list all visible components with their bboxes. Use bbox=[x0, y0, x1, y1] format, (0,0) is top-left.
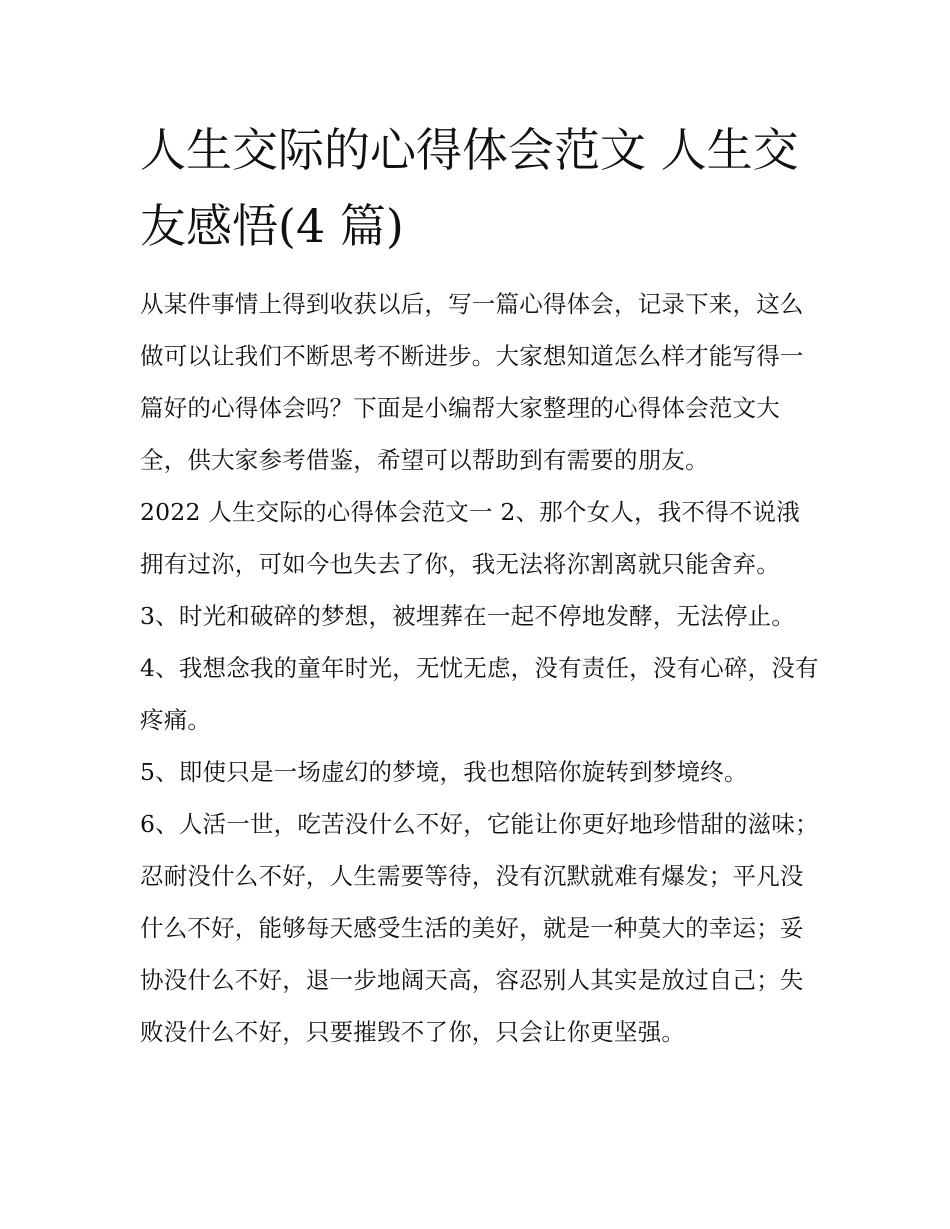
paragraph-item-2: 2022 人生交际的心得体会范文一 2、那个女人，我不得不说涐拥有过沵，可如今也失去了你，我无法将沵割离就只能舍弃。 bbox=[140, 498, 800, 578]
document-title: 人生交际的心得体会范文 人生交友感悟(4 篇) bbox=[140, 123, 799, 253]
document-body bbox=[140, 278, 820, 1058]
paragraph-item-6: 6、人活一世，吃苦没什么不好，它能让你更好地珍惜甜的滋味；忍耐没什么不好，人生需要等待，没有沉默就难有爆发；平凡没什么不好，能够每天感受生活的美好，就是一种莫大的幸运；妥协没什么不好，退一步地阔天高，容忍别人其实是放过自己；失败没什么不好，只要摧毁不了你，只会让你更坚强。 bbox=[140, 810, 819, 1046]
paragraph-item-5: 5、即使只是一场虚幻的梦境，我也想陪你旋转到梦境终。 bbox=[140, 758, 748, 786]
paragraph-item-3-4: 3、时光和破碎的梦想，被埋葬在一起不停地发酵，无法停止。 4、我想念我的童年时光，无忧无虑，没有责任，没有心碎，没有疼痛。 bbox=[140, 602, 819, 734]
paragraph-intro: 从某件事情上得到收获以后，写一篇心得体会，记录下来，这么做可以让我们不断思考不断进步。大家想知道怎么样才能写得一篇好的心得体会吗？下面是小编帮大家整理的心得体会范文大全，供大家参考借鉴，希望可以帮助到有需要的朋友。 bbox=[140, 290, 804, 474]
